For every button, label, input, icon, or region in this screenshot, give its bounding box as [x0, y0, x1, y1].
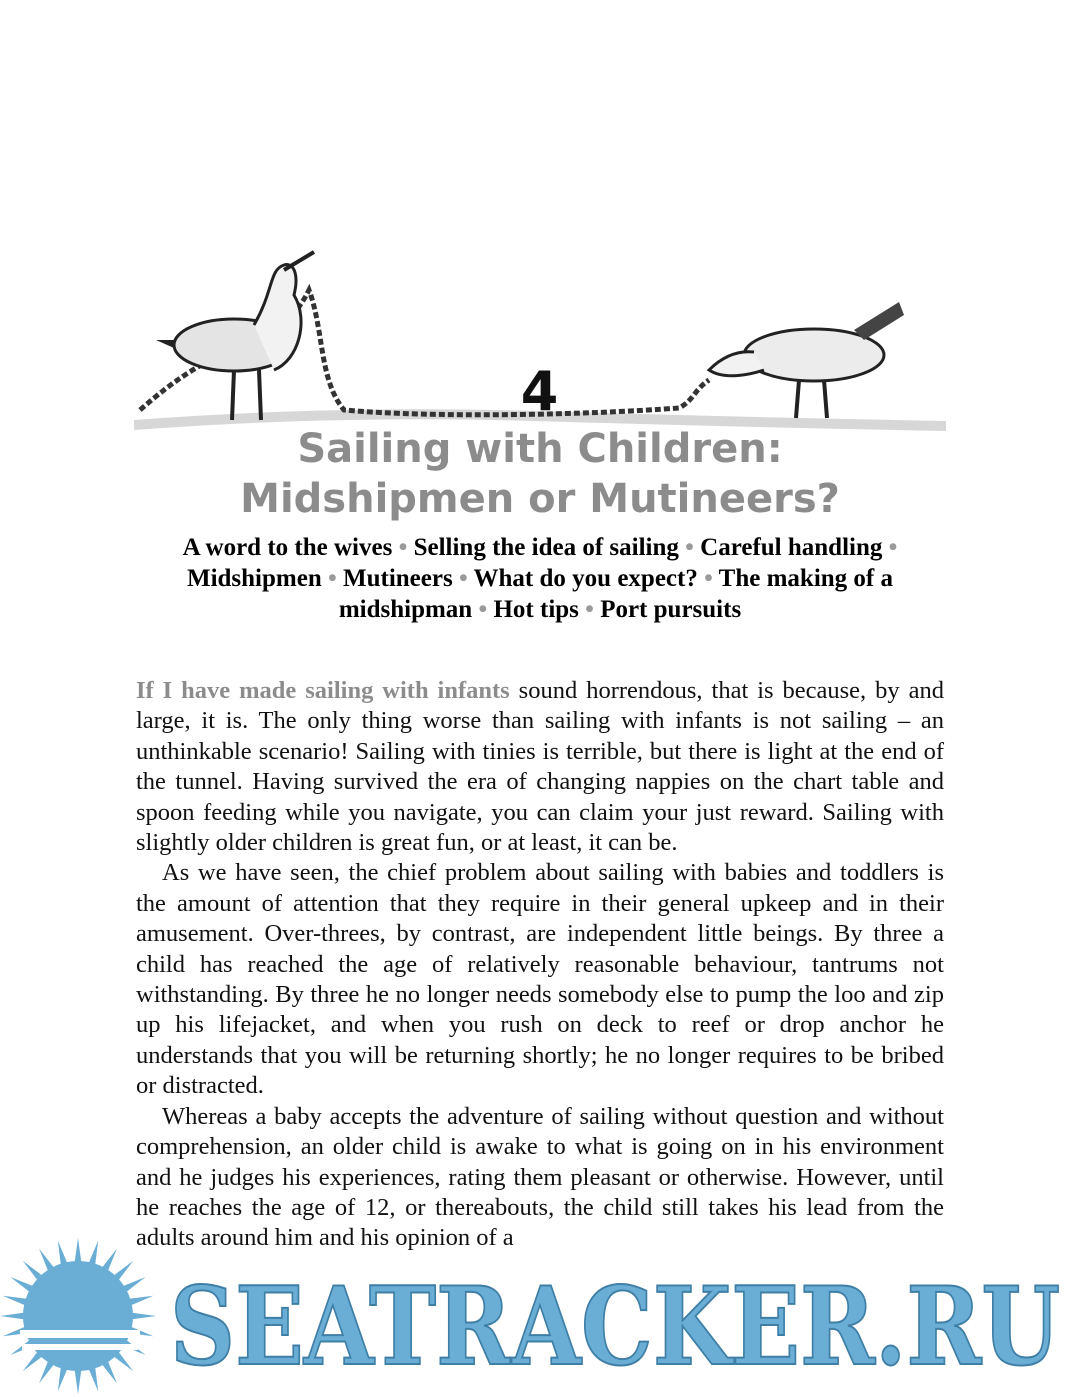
sun-ray [39, 1248, 55, 1272]
sun-ray [88, 1365, 98, 1391]
chapter-body-text [136, 676, 944, 1254]
paragraph-text: sound horrendous, that is because, by and large, it is. The only thing worse than sailing with infants is not sailing – an unthinkable scenario! Sailing with tinies is terrible, but there is light at the end of the tunnel. Having survived the era of changing nappies on the chart table and spoon feeding while you navigate, you can claim your just reward. Sailing with slightly older children is great fun, or at least, it can be. [136, 677, 944, 857]
chapter-contents-list [140, 532, 940, 625]
sun-ray [39, 1359, 55, 1383]
sun-ray [74, 1238, 81, 1264]
sun-ray [112, 1261, 133, 1282]
sun-ray [130, 1312, 156, 1319]
contents-topic: Hot tips [493, 596, 579, 623]
sun-ray [127, 1296, 153, 1306]
bullet-separator: • [327, 565, 337, 592]
sun-ray [101, 1248, 117, 1272]
watermark-text: SEATRACKER.RU [170, 1264, 1060, 1390]
bullet-separator: • [458, 565, 468, 592]
contents-topic: Careful handling [700, 534, 883, 561]
chapter-title-line-1: Sailing with Children: [297, 426, 783, 472]
sun-ray [58, 1241, 68, 1267]
sun-ray [74, 1368, 81, 1394]
contents-topic: Midshipmen [186, 565, 322, 592]
sun-ray [112, 1350, 133, 1371]
bullet-separator: • [685, 534, 694, 561]
bullet-separator: • [704, 565, 713, 592]
sun-ray [58, 1365, 68, 1391]
seatracker-watermark [0, 1236, 1080, 1397]
contents-topic: Mutineers [343, 565, 453, 592]
bullet-separator: • [888, 534, 898, 561]
chapter-title-line-2: Midshipmen or Mutineers? [240, 476, 840, 522]
bullet-separator: • [585, 596, 594, 623]
contents-topic: The making of a midshipman [338, 565, 894, 623]
contents-topic: Selling the idea of sailing [413, 534, 679, 561]
sun-ray [121, 1277, 145, 1293]
bullet-separator: • [478, 596, 488, 623]
sun-ray [101, 1359, 117, 1383]
sun-burst-icon [0, 1238, 156, 1394]
body-paragraph-1 [136, 676, 944, 858]
chapter-number: 4 [520, 360, 560, 423]
sun-ray [23, 1261, 44, 1282]
contents-topic: A word to the wives [182, 534, 393, 561]
sun-ray [23, 1350, 44, 1371]
sun-ray [3, 1296, 29, 1306]
sun-ray [88, 1241, 98, 1267]
contents-topic: Port pursuits [600, 596, 742, 623]
body-paragraph-3: Whereas a baby accepts the adventure of sailing without question and without comprehension, an older child is awake to what is going on in his environment and he judges his experiences, rating them pleasant or otherwise. However, until he reaches the age of 12, or thereabouts, the child still takes his lead from the adults around him and his opinion of a [136, 1102, 944, 1252]
chapter-title [0, 424, 1080, 524]
bullet-separator: • [398, 534, 408, 561]
body-paragraph-2: As we have seen, the chief problem about sailing with babies and toddlers is the amount of attention that they require in their general upkeep and in their amusement. Over-threes, by contrast, are independent little beings. By three a child has reached the age of relatively reasonable behaviour, tantrums not withstanding. By three he no longer needs somebody else to pump the loo and zip up his lifejacket, and when you rush on deck to reef or drop anchor he understands that you will be returning shortly; he no longer requires to be bribed or distracted. [136, 859, 944, 1100]
contents-topic: What do you expect? [473, 565, 698, 592]
paragraph-lead-in: If I have made sailing with infants [136, 677, 510, 704]
sun-ray [0, 1312, 26, 1319]
sun-ray [10, 1277, 34, 1293]
